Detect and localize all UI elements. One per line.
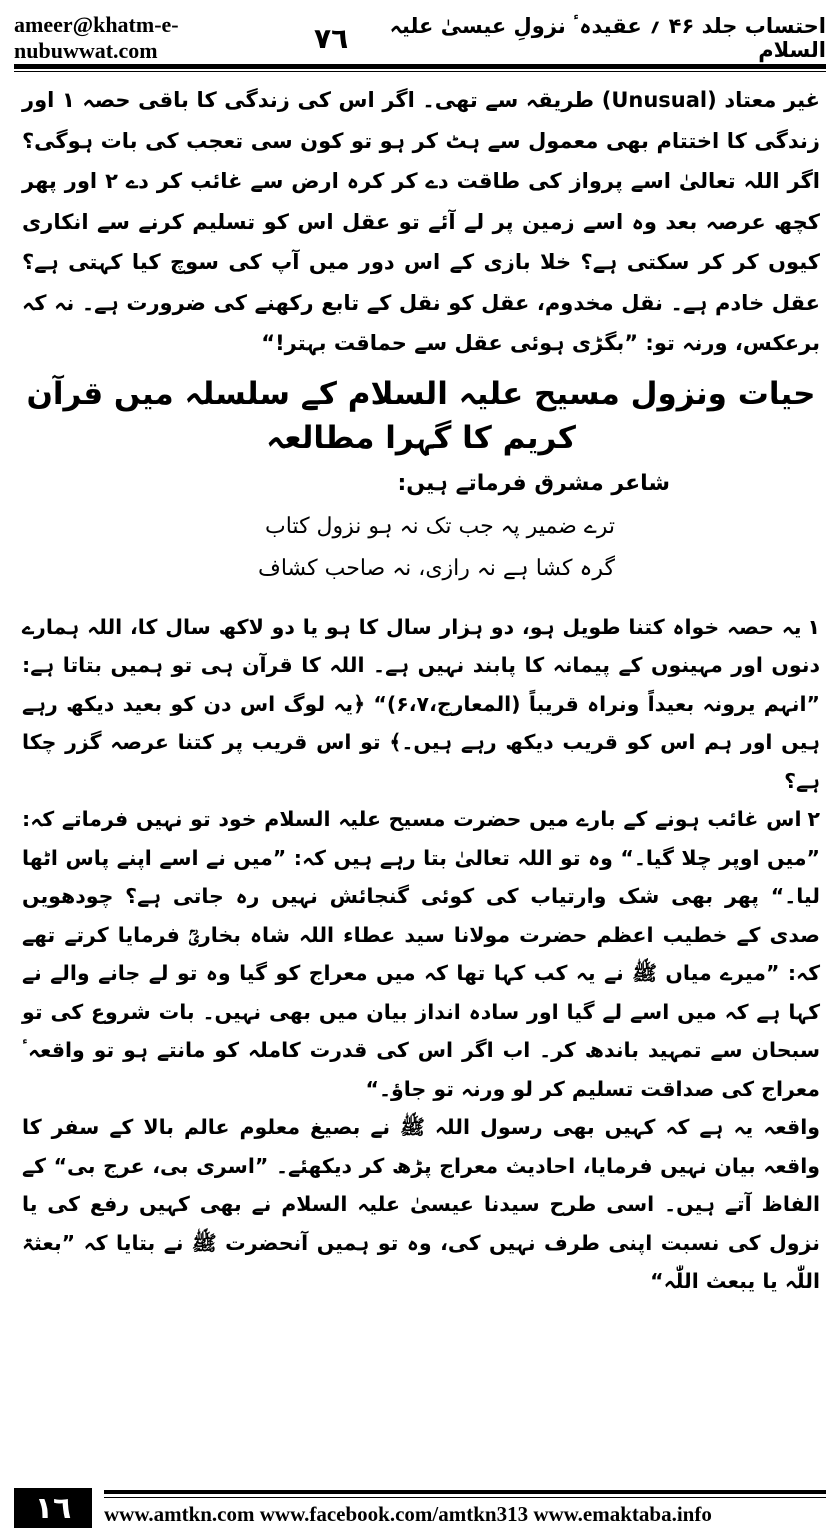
poetry-line: گرہ کشا ہے نہ رازی، نہ صاحب کشاف [258, 555, 615, 581]
footnote-text: یہ حصہ خواہ کتنا طویل ہو، دو ہزار سال کا ہو یا دو لاکھ سال کا، اللہ ہمارے دنوں اور مہینوں کے پیمانہ کا پابند نہیں ہے۔ اللہ کا قرآن ہی تو ہمیں بتاتا ہے: ”انہم یرونہ بعیداً ونراہ قریباً (المعارج،۶،۷)“ ﴿یہ لوگ اس دن کو بعید دیکھ رہے ہیں اور ہم اس کو قریب دیکھ رہے ہیں۔﴾ تو اس قریب پر کتنا عرصہ گزر چکا ہے؟ [22, 614, 820, 793]
header-rule-thick [14, 64, 826, 69]
footer-links[interactable]: www.amtkn.com www.facebook.com/amtkn313 www.emaktaba.info [104, 1501, 712, 1526]
header-book-title: احتساب جلد ۴۶ ؍ عقیدہٴ نزولِ عیسیٰ علیہ السلام [389, 14, 826, 62]
header-page-number: ۷٦ [313, 21, 349, 55]
footer-page-number: ۱٦ [14, 1488, 92, 1528]
footnote [22, 800, 820, 1108]
body-paragraph: غیر معتاد (Unusual) طریقہ سے تھی۔ اگر اس کی زندگی کا باقی حصہ ۱ اور زندگی کا اختتام بھی معمول سے ہٹ کر ہو تو کون سی تعجب کی بات ہوگی؟ اگر اللہ تعالیٰ اسے پرواز کی طاقت دے کر کرہ ارض سے غائب کر دے ۲ اور پھر کچھ عرصہ بعد وہ اسے زمین پر لے آئے تو عقل اس کو تسلیم کرنے سے انکاری کیوں کر کر سکتی ہے؟ خلا بازی کے اس دور میں آپ کی سوچ کیا کہتی ہے؟ عقل خادم ہے۔ نقل مخدوم، عقل کو نقل کے تابع رکھنے کی ضرورت ہے۔ نہ کہ برعکس، ورنہ تو: ”بگڑی ہوئی عقل سے حماقت بہتر!“ [22, 88, 821, 355]
header-rule-thin [14, 71, 826, 72]
footnote-text: واقعہ یہ ہے کہ کہیں بھی رسول اللہ ﷺ نے بصیغ معلوم عالم بالا کے سفر کا واقعہ بیان نہیں فرمایا، احادیث معراج پڑھ کر دیکھئے۔ ”اسری بی، عرج بی“ کے الفاظ آتے ہیں۔ اسی طرح سیدنا عیسیٰ علیہ السلام نے بھی کہیں رفع کی یا نزول کی نسبت اپنی طرف نہیں کی، وہ تو ہمیں آنحضرت ﷺ نے بتایا کہ ”بعثۃ اللّٰہ یا یبعث اللّٰہ“ [22, 1115, 820, 1293]
header-email[interactable]: ameer@khatm-e-nubuwwat.com [14, 12, 179, 63]
page-content [22, 80, 820, 1301]
footnote-mark: ۱ [807, 614, 820, 639]
footnote-mark: ۲ [807, 807, 820, 831]
page-header [14, 14, 826, 62]
section-heading: حیات ونزول مسیح علیہ السلام کے سلسلہ میں قرآن کریم کا گہرا مطالعہ [26, 375, 816, 456]
poetry-couplet [22, 506, 820, 590]
footer-rule-thick [104, 1490, 826, 1494]
page-footer [14, 1488, 826, 1528]
footnote [22, 608, 820, 801]
footnote-text: اس غائب ہونے کے بارے میں حضرت مسیح علیہ السلام خود تو نہیں فرماتے کہ: ”میں اوپر چلا گیا۔“ وہ تو اللہ تعالیٰ بتا رہے ہیں کہ: ”میں نے اسے اپنے پاس اٹھا لیا۔“ پھر بھی شک وارتیاب کی کوئی گنجائش نہیں رہ جاتی ہے؟ چودھویں صدی کے خطیب اعظم حضرت مولانا سید عطاء اللہ شاہ بخاریؒ فرمایا کرتے تھے کہ: ”میرے میاں ﷺ نے یہ کب کہا تھا کہ میں معراج کو گیا وہ تو لے جانے والے نے کہا ہے کہ میں اسے لے گیا اور سادہ انداز بیان میں بھی نہیں۔ بات شروع کی تو سبحان سے تمہید باندھ کر۔ اب اگر اس کی قدرت کاملہ کو مانتے ہو تو واقعہٴ معراج کی صداقت تسلیم کر لو ورنہ تو جاؤ۔“ [22, 807, 820, 1101]
poetry-line: ترے ضمیر پہ جب تک نہ ہو نزول کتاب [265, 513, 615, 539]
footer-links-block [92, 1488, 826, 1528]
footnote-continuation [22, 1108, 820, 1301]
poet-intro: شاعر مشرق فرماتے ہیں: [397, 470, 670, 496]
footer-rule-thin [104, 1497, 826, 1498]
